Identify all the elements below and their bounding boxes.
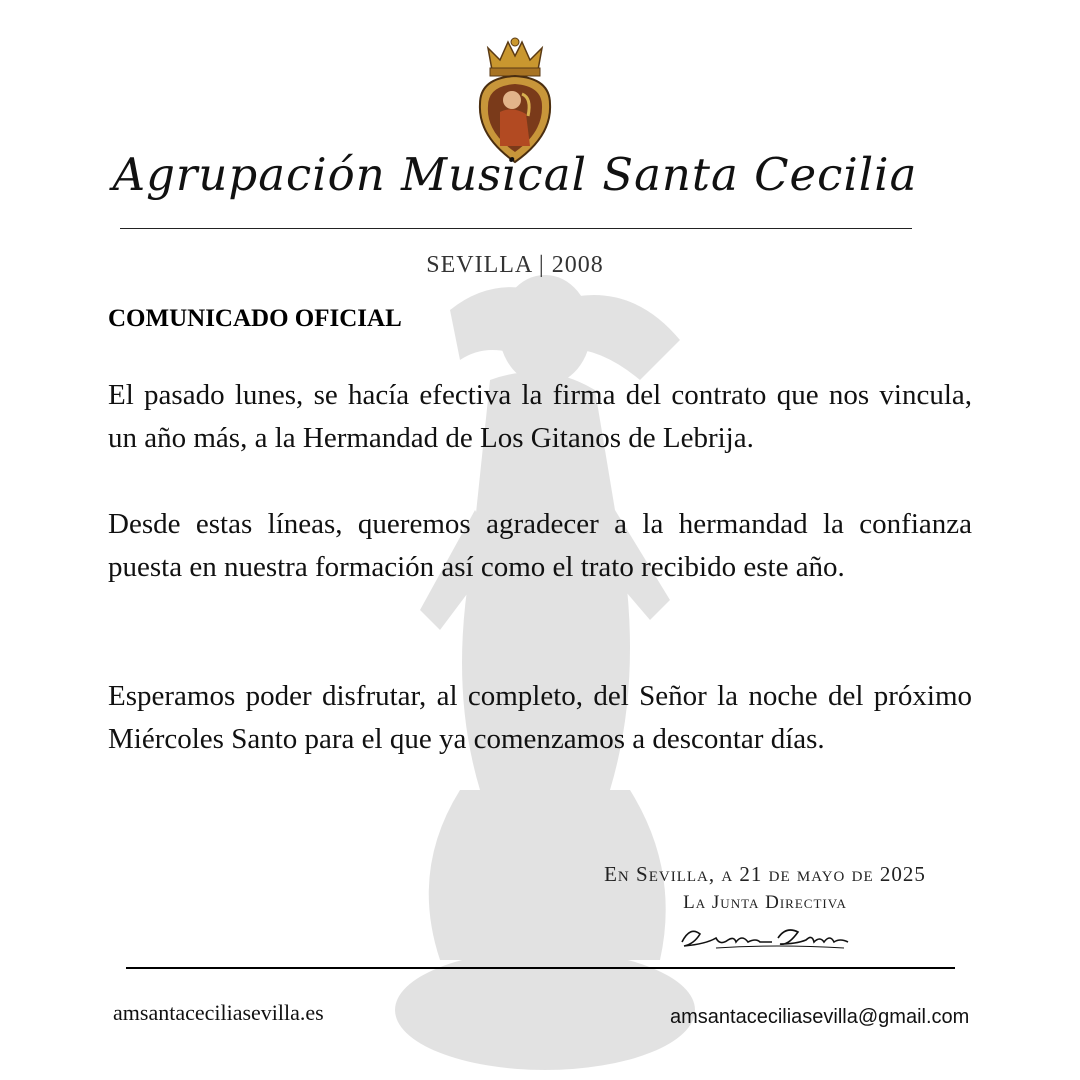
email-link[interactable]: amsantaceciliasevilla@gmail.com xyxy=(670,1006,970,1028)
handwritten-signature xyxy=(676,920,856,952)
website-link[interactable]: amsantaceciliasevilla.es xyxy=(113,1000,324,1025)
document-heading: COMUNICADO OFICIAL xyxy=(108,305,402,332)
city-year-subtitle: SEVILLA | 2008 xyxy=(426,252,604,278)
crest-logo xyxy=(470,36,560,166)
title-divider xyxy=(120,228,912,229)
paragraph-3: Esperamos poder disfrutar, al completo, del Señor la noche del próximo Miércoles Santo para el que ya comenzamos a descontar días. xyxy=(108,680,972,755)
place-and-date: En Sevilla, a 21 de mayo de 2025 xyxy=(604,862,926,886)
organization-name: Agrupación Musical Santa Cecilia xyxy=(112,148,918,201)
paragraph-1: El pasado lunes, se hacía efectiva la firma del contrato que nos vincula, un año más, a la Hermandad de Los Gitanos de Lebrija. xyxy=(108,379,972,454)
signatory: La Junta Directiva xyxy=(683,892,847,913)
paragraph-2: Desde estas líneas, queremos agradecer a la hermandad la confianza puesta en nuestra formación así como el trato recibido este año. xyxy=(108,508,972,583)
footer-divider xyxy=(126,967,955,969)
